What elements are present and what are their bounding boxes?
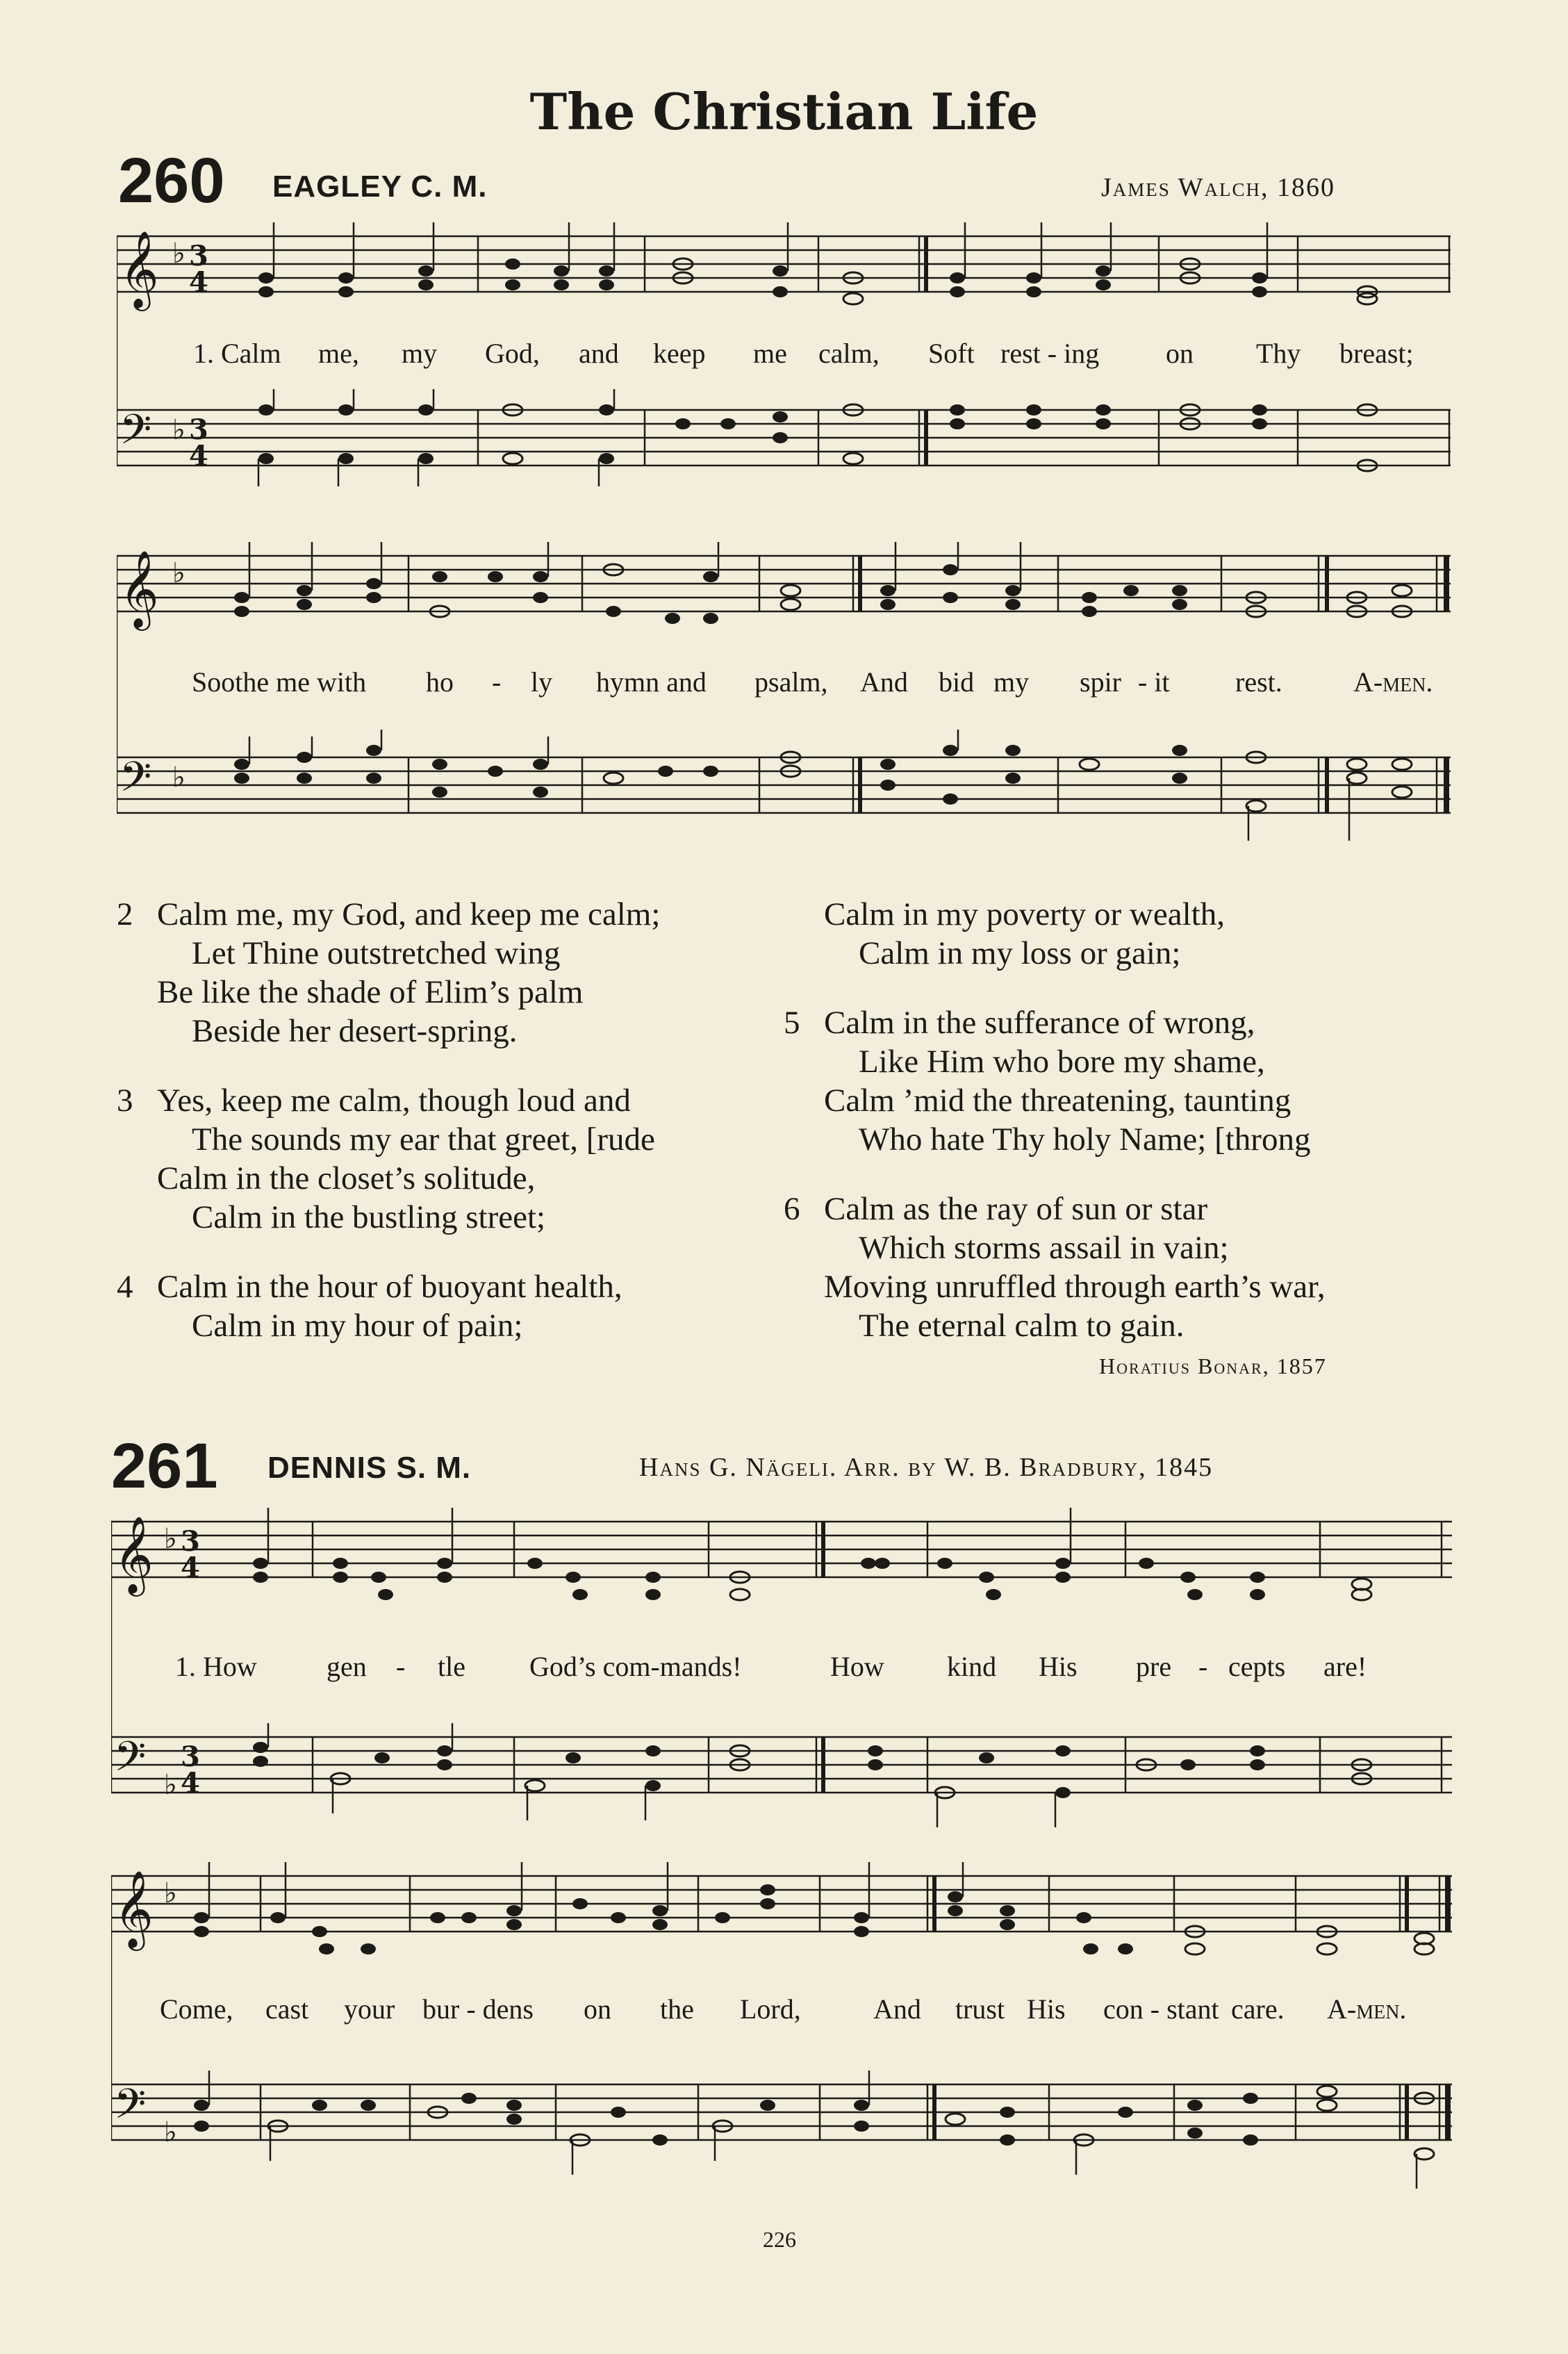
lyric-syllable: hymn and <box>596 666 707 698</box>
flat-sign-icon: ♭ <box>164 1877 177 1909</box>
lyric-syllable: And <box>860 666 908 698</box>
flat-sign-icon: ♭ <box>172 557 185 589</box>
flat-sign-icon: ♭ <box>164 1523 177 1555</box>
verse-line: Calm me, my God, and keep me calm; <box>157 896 661 932</box>
lyrics-260-line-2 <box>117 666 1458 700</box>
treble-clef-icon: 𝄞 <box>119 550 159 627</box>
verse-line: The eternal calm to gain. <box>859 1308 1185 1344</box>
lyric-syllable: breast; <box>1339 338 1414 369</box>
verse-4-continued <box>784 895 1464 973</box>
lyric-syllable: keep <box>653 338 706 369</box>
page-number: 226 <box>763 2227 796 2252</box>
lyric-syllable: me, <box>318 338 359 369</box>
verse-4 <box>117 1267 798 1345</box>
svg-text:♭: ♭ <box>164 2116 177 2148</box>
svg-text:♭: ♭ <box>172 414 185 446</box>
verse-line: Beside her desert-spring. <box>192 1013 518 1049</box>
lyric-syllable: on <box>584 1993 611 2025</box>
flat-sign-icon: ♭ <box>172 238 185 270</box>
lyric-syllable: pre <box>1136 1651 1172 1682</box>
lyric-syllable: 1. Calm <box>193 338 281 369</box>
treble-clef-icon: 𝄞 <box>114 1515 154 1593</box>
verse-line: Calm in the hour of buoyant health, <box>157 1269 622 1305</box>
lyric-syllable: my <box>993 666 1030 698</box>
verses-left-column <box>117 895 798 1376</box>
verse-line: Calm in the closet’s solitude, <box>157 1160 536 1196</box>
lyric-syllable: rest. <box>1235 666 1282 698</box>
verse-line: Yes, keep me calm, though loud and <box>157 1083 631 1119</box>
verse-2 <box>117 895 798 1051</box>
lyric-syllable: Soft <box>928 338 975 369</box>
verse-number: 6 <box>784 1191 800 1227</box>
lyric-syllable: tle <box>438 1651 465 1682</box>
verse-number: 2 <box>117 896 133 932</box>
lyric-syllable: trust <box>955 1993 1005 2025</box>
verse-number: 4 <box>117 1269 133 1305</box>
verse-line: The sounds my ear that greet, [rude <box>192 1121 655 1158</box>
verse-line: Calm in my loss or gain; <box>859 935 1181 971</box>
verse-line: Calm as the ray of sun or star <box>824 1191 1208 1227</box>
author-260: Horatius Bonar, 1857 <box>1099 1353 1327 1378</box>
music-system-261-2 <box>111 1848 1452 2209</box>
tune-name-260: EAGLEY C. M. <box>272 170 488 204</box>
lyric-syllable: 1. How <box>175 1651 257 1682</box>
lyric-syllable: cast <box>265 1993 309 2025</box>
lyric-syllable: your <box>344 1993 395 2025</box>
composer-260: James Walch, 1860 <box>1101 173 1335 202</box>
bass-clef-icon: 𝄢 <box>114 2080 147 2138</box>
lyric-syllable: His <box>1039 1651 1078 1682</box>
lyrics-261-line-1 <box>111 1650 1452 1685</box>
svg-text:♭: ♭ <box>172 762 185 793</box>
lyric-syllable: gen <box>327 1651 367 1682</box>
verse-line: Moving unruffled through earth’s war, <box>824 1269 1326 1305</box>
lyric-syllable: - <box>396 1651 406 1682</box>
lyric-syllable: A-men. <box>1353 666 1433 698</box>
svg-text:3: 3 <box>181 1525 200 1558</box>
lyric-syllable: me <box>753 338 787 369</box>
lyric-syllable: kind <box>947 1651 997 1682</box>
lyric-syllable: spir <box>1080 666 1121 698</box>
hymn-number-261: 261 <box>111 1431 218 1501</box>
verse-line: Be like the shade of Elim’s palm <box>157 974 584 1010</box>
verse-5 <box>784 1003 1464 1159</box>
time-signature-three-four: 3 <box>189 240 208 272</box>
verse-line: Calm in my poverty or wealth, <box>824 896 1225 932</box>
lyric-syllable: Soothe me with <box>192 666 367 698</box>
svg-text:4: 4 <box>189 440 208 472</box>
svg-text:3: 3 <box>181 1740 200 1773</box>
lyrics-260-line-1 <box>117 337 1458 372</box>
lyric-syllable: And <box>873 1993 921 2025</box>
lyric-syllable: His <box>1027 1993 1066 2025</box>
verse-line: Calm in my hour of pain; <box>192 1308 523 1344</box>
lyric-syllable: Thy <box>1256 338 1301 369</box>
lyric-syllable: and <box>579 338 619 369</box>
lyric-syllable: Lord, <box>740 1993 801 2025</box>
bass-clef-icon: 𝄢 <box>119 752 152 811</box>
lyrics-261-line-2 <box>111 1993 1452 2027</box>
treble-clef-icon: 𝄞 <box>119 230 159 308</box>
lyric-syllable: the <box>660 1993 694 2025</box>
verse-line: Calm in the bustling street; <box>192 1199 546 1235</box>
verse-line: Which storms assail in vain; <box>859 1230 1229 1266</box>
lyric-syllable: How <box>830 1651 884 1682</box>
lyric-syllable: cepts <box>1228 1651 1286 1682</box>
lyric-syllable: ho <box>426 666 454 698</box>
music-system-261-1 <box>111 1508 1452 1883</box>
treble-clef-icon: 𝄞 <box>114 1870 154 1948</box>
lyric-syllable: Come, <box>160 1993 233 2025</box>
verse-number: 3 <box>117 1083 133 1119</box>
lyric-syllable: psalm, <box>754 666 828 698</box>
bass-clef-icon: 𝄢 <box>119 405 152 463</box>
hymn-number-260: 260 <box>118 145 225 216</box>
svg-text:3: 3 <box>189 413 208 446</box>
page-title: The Christian Life <box>529 82 1039 141</box>
verse-number: 5 <box>784 1005 800 1041</box>
lyric-syllable: - <box>1198 1651 1208 1682</box>
verse-line: Calm ’mid the threatening, taunting <box>824 1083 1291 1119</box>
lyric-syllable: on <box>1166 338 1194 369</box>
verses-right-column <box>784 895 1464 1352</box>
lyric-syllable: A-men. <box>1327 1993 1407 2025</box>
svg-text:4: 4 <box>181 1552 200 1584</box>
lyric-syllable: - it <box>1138 666 1170 698</box>
lyric-syllable: bur - dens <box>422 1993 534 2025</box>
lyric-syllable: my <box>402 338 438 369</box>
svg-text:4: 4 <box>189 266 208 299</box>
lyric-syllable: bid <box>939 666 975 698</box>
verse-line: Like Him who bore my shame, <box>859 1044 1265 1080</box>
treble-staff <box>117 236 1451 292</box>
lyric-syllable: rest - ing <box>1000 338 1100 369</box>
lyric-syllable: con - stant <box>1103 1993 1219 2025</box>
lyric-syllable: care. <box>1231 1993 1285 2025</box>
verse-line: Calm in the sufferance of wrong, <box>824 1005 1255 1041</box>
verse-3 <box>117 1081 798 1237</box>
verse-line: Who hate Thy holy Name; [throng <box>859 1121 1311 1158</box>
verse-line: Let Thine outstretched wing <box>192 935 561 971</box>
svg-text:♭: ♭ <box>164 1769 177 1801</box>
lyric-syllable: God, <box>485 338 540 369</box>
verse-6 <box>784 1190 1464 1345</box>
lyric-syllable: ly <box>531 666 553 698</box>
bass-clef-icon: 𝄢 <box>114 1732 147 1791</box>
svg-text:4: 4 <box>181 1767 200 1800</box>
lyric-syllable: - <box>492 666 502 698</box>
composer-261: Hans G. Nägeli. Arr. by W. B. Bradbury, 1845 <box>639 1453 1214 1482</box>
lyric-syllable: God’s com-mands! <box>529 1651 742 1682</box>
lyric-syllable: are! <box>1323 1651 1367 1682</box>
lyric-syllable: calm, <box>818 338 880 369</box>
tune-name-261: DENNIS S. M. <box>267 1451 472 1485</box>
